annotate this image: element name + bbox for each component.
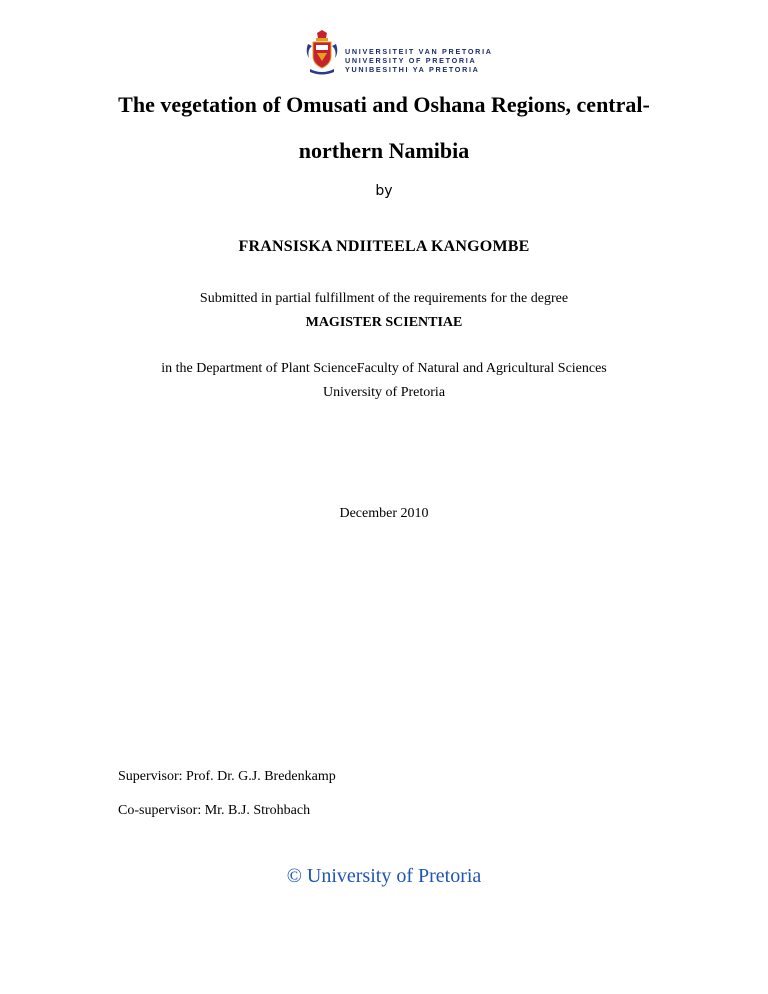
logo-line-english: UNIVERSITY OF PRETORIA: [345, 56, 477, 65]
degree-name: MAGISTER SCIENTIAE: [305, 315, 463, 330]
submission-statement: Submitted in partial fulfillment of the requirements for the degree: [199, 291, 569, 306]
supervisor-line: Supervisor: Prof. Dr. G.J. Bredenkamp: [118, 769, 336, 784]
cosupervisor-line: Co-supervisor: Mr. B.J. Strohbach: [118, 803, 311, 818]
logo-line-sepedi: YUNIBESITHI YA PRETORIA: [345, 65, 480, 74]
university-logo: [305, 30, 493, 78]
copyright-notice: © University of Pretoria: [286, 865, 482, 887]
department-line: in the Department of Plant ScienceFaculty of Natural and Agricultural Sciences: [161, 361, 607, 376]
author-name: FRANSISKA NDIITEELA KANGOMBE: [238, 238, 530, 255]
university-name: University of Pretoria: [322, 385, 446, 400]
crest-icon: [305, 30, 339, 76]
thesis-title: The vegetation of Omusati and Oshana Regions, central-northern Namibia: [118, 92, 650, 163]
submission-date: December 2010: [339, 506, 429, 521]
logo-line-afrikaans: UNIVERSITEIT VAN PRETORIA: [345, 47, 493, 56]
by-line: by: [375, 183, 393, 199]
